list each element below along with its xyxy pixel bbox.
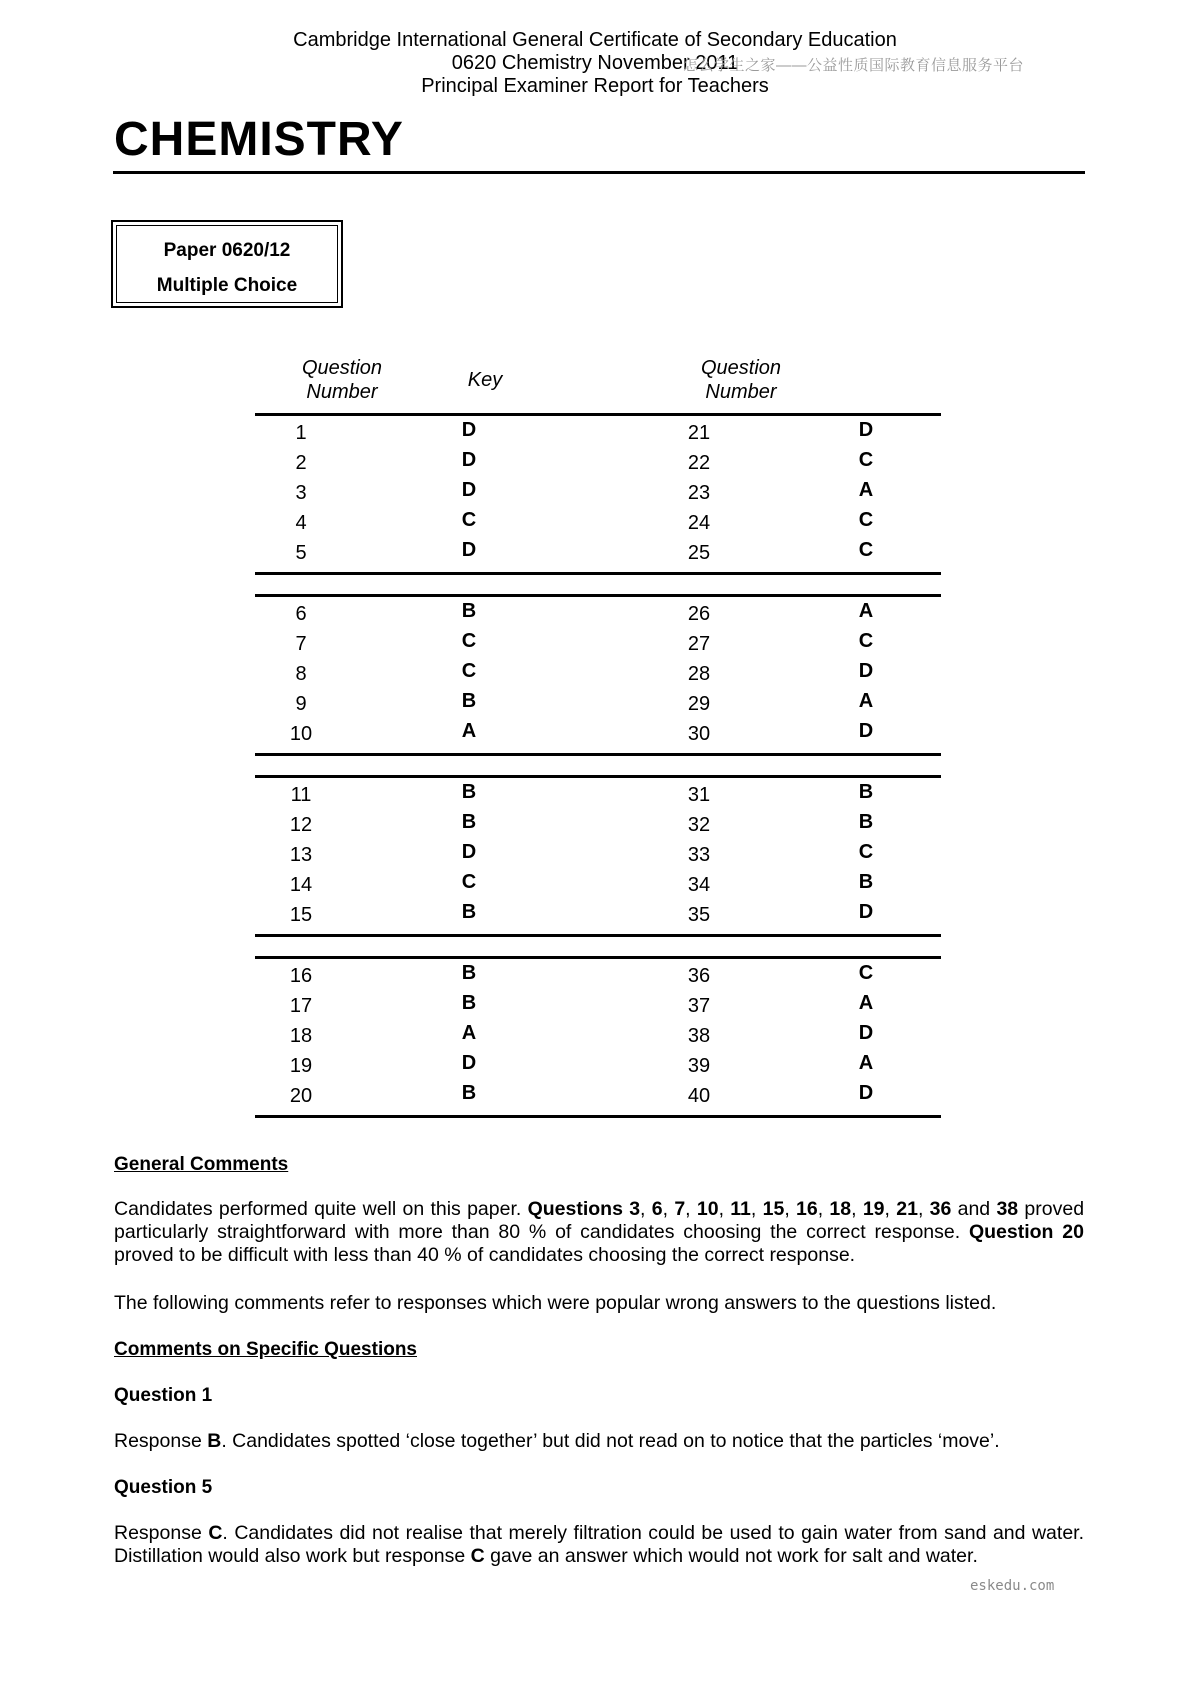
answer-key: D [461, 449, 477, 471]
header-number-word: Number [705, 381, 777, 403]
answer-key: B [858, 781, 874, 803]
question-number: 36 [687, 965, 711, 987]
general-comments-heading: General Comments [114, 1154, 289, 1175]
table-rule-top [255, 775, 941, 778]
answer-key: A [858, 600, 874, 622]
table-rule-bottom [255, 934, 941, 937]
question-1-comment: Response B. Candidates spotted ‘close together’ but did not read on to notice that the particles ‘move’. [114, 1430, 1000, 1452]
question-number: 38 [687, 1025, 711, 1047]
page-title: CHEMISTRY [114, 113, 404, 166]
specific-comments-heading: Comments on Specific Questions [114, 1339, 417, 1360]
question-number: 24 [687, 512, 711, 534]
question-number: 30 [687, 723, 711, 745]
question-number: 19 [289, 1055, 313, 1077]
question-number: 22 [687, 452, 711, 474]
table-rule-bottom [255, 1115, 941, 1118]
question-number: 26 [687, 603, 711, 625]
question-number: 37 [687, 995, 711, 1017]
answer-key: C [461, 630, 477, 652]
answer-key: B [461, 901, 477, 923]
answer-key: C [461, 660, 477, 682]
table-rule-top [255, 413, 941, 416]
answer-key: B [858, 811, 874, 833]
question-number: 1 [295, 422, 307, 444]
header-key: Key [467, 369, 503, 391]
question-number: 25 [687, 542, 711, 564]
header-line-2: 0620 Chemistry November 2011 [451, 52, 739, 74]
question-number: 7 [295, 633, 307, 655]
question-number: 2 [295, 452, 307, 474]
table-rule-top [255, 956, 941, 959]
header-line-3: Principal Examiner Report for Teachers [421, 75, 769, 97]
paper-info-box [111, 220, 343, 308]
general-comments-note: The following comments refer to responses which were popular wrong answers to the questions listed. [114, 1292, 997, 1314]
answer-key: D [858, 1022, 874, 1044]
answer-key: C [858, 449, 874, 471]
question-number: 10 [289, 723, 313, 745]
answer-key: A [461, 720, 477, 742]
question-number: 12 [289, 814, 313, 836]
question-number: 35 [687, 904, 711, 926]
answer-key: C [461, 509, 477, 531]
question-number: 28 [687, 663, 711, 685]
question-number: 3 [295, 482, 307, 504]
question-number: 17 [289, 995, 313, 1017]
table-rule-top [255, 594, 941, 597]
question-number: 9 [295, 693, 307, 715]
question-number: 39 [687, 1055, 711, 1077]
answer-key: D [461, 419, 477, 441]
answer-key: D [858, 1082, 874, 1104]
watermark-top: 怎么学生之家——公益性质国际教育信息服务平台 [683, 57, 1025, 74]
answer-key: B [858, 871, 874, 893]
answer-key: A [858, 1052, 874, 1074]
answer-key: D [858, 901, 874, 923]
question-number: 18 [289, 1025, 313, 1047]
question-number: 4 [295, 512, 307, 534]
question-number: 34 [687, 874, 711, 896]
header-number-word: Number [306, 381, 378, 403]
header-question-word: Question [700, 357, 782, 379]
answer-key: B [461, 781, 477, 803]
general-comments-paragraph: Candidates performed quite well on this paper. Questions 3, 6, 7, 10, 11, 15, 16, 18, 19, 21, 36 and 38 proved particularly straightforward with more than 80 % of candidates choosing the correct response. Question 20 proved to be difficult with less than 40 % of candidates choosing the correct response. [114, 1198, 1085, 1266]
question-number: 23 [687, 482, 711, 504]
answer-key: A [461, 1022, 477, 1044]
question-5-heading: Question 5 [114, 1477, 213, 1498]
answer-key: A [858, 992, 874, 1014]
answer-key: D [461, 1052, 477, 1074]
answer-key: B [461, 811, 477, 833]
answer-key: D [461, 539, 477, 561]
answer-key: B [461, 690, 477, 712]
question-number: 40 [687, 1085, 711, 1107]
footer-watermark: eskedu.com [970, 1578, 1055, 1594]
answer-key: D [858, 660, 874, 682]
answer-key: D [858, 720, 874, 742]
question-number: 6 [295, 603, 307, 625]
question-1-heading: Question 1 [114, 1385, 213, 1406]
answer-key: C [858, 630, 874, 652]
answer-key: C [858, 509, 874, 531]
question-5-comment: Response C. Candidates did not realise that merely filtration could be used to gain water from sand and water. Distillation would also work but response C gave an answer which would not work for salt and water. [114, 1522, 1084, 1567]
answer-key: B [461, 1082, 477, 1104]
question-number: 32 [687, 814, 711, 836]
question-number: 16 [289, 965, 313, 987]
answer-key: A [858, 690, 874, 712]
question-number: 20 [289, 1085, 313, 1107]
question-number: 27 [687, 633, 711, 655]
answer-key: C [858, 539, 874, 561]
question-number: 13 [289, 844, 313, 866]
question-number: 31 [687, 784, 711, 806]
question-number: 11 [290, 784, 312, 806]
answer-key: D [461, 479, 477, 501]
header-line-1: Cambridge International General Certificate of Secondary Education [293, 29, 897, 51]
header-question-word: Question [301, 357, 383, 379]
answer-key: A [858, 479, 874, 501]
answer-key: B [461, 992, 477, 1014]
header-question-number-right [651, 356, 831, 404]
paper-code: Paper 0620/12 [163, 240, 291, 261]
question-number: 5 [295, 542, 307, 564]
question-number: 33 [687, 844, 711, 866]
question-number: 21 [687, 422, 711, 444]
answer-key: C [461, 871, 477, 893]
question-number: 8 [295, 663, 307, 685]
answer-key: D [461, 841, 477, 863]
paper-type: Multiple Choice [156, 275, 298, 296]
table-rule-bottom [255, 572, 941, 575]
paper-info-inner [116, 225, 338, 303]
answer-key: C [858, 962, 874, 984]
answer-key: D [858, 419, 874, 441]
question-number: 15 [289, 904, 313, 926]
question-number: 14 [289, 874, 313, 896]
question-number: 29 [687, 693, 711, 715]
answer-key: B [461, 600, 477, 622]
title-rule [113, 171, 1085, 174]
answer-key: C [858, 841, 874, 863]
answer-key: B [461, 962, 477, 984]
table-rule-bottom [255, 753, 941, 756]
